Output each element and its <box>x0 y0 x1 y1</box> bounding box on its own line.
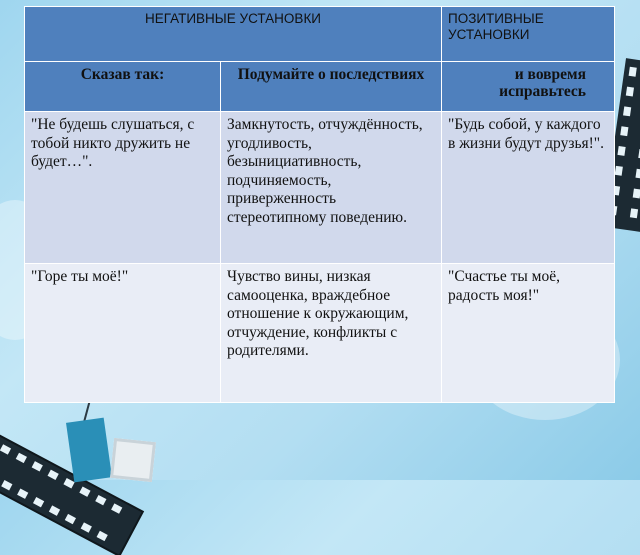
header-positive: ПОЗИТИВНЫЕ УСТАНОВКИ <box>442 7 615 62</box>
cell-consequences: Замкнутость, отчуждённость, угодливость, безынициативность, подчиняемость, приверженность стереотипному поведению. <box>221 112 442 264</box>
tag-decoration <box>66 418 112 483</box>
cell-positive: "Будь собой, у каждого в жизни будут друзья!". <box>442 112 615 264</box>
subheader-think: Подумайте о последствиях <box>221 62 442 112</box>
table-row <box>25 112 615 264</box>
attitudes-table <box>24 6 615 403</box>
table-subheader-row <box>25 62 615 112</box>
cell-phrase: "Горе ты моё!" <box>25 264 221 403</box>
cell-consequences: Чувство вины, низкая самооценка, враждебное отношение к окружающим, отчуждение, конфликты с родителями. <box>221 264 442 403</box>
subheader-say: Сказав так: <box>25 62 221 112</box>
tag-decoration <box>110 438 156 482</box>
cell-positive: "Счастье ты моё, радость моя!" <box>442 264 615 403</box>
table-row <box>25 264 615 403</box>
table-header-row <box>25 7 615 62</box>
subheader-fix: и вовремя исправьтесь <box>442 62 615 112</box>
header-negative: НЕГАТИВНЫЕ УСТАНОВКИ <box>25 7 442 62</box>
cell-phrase: "Не будешь слушаться, с тобой никто дружить не будет…". <box>25 112 221 264</box>
